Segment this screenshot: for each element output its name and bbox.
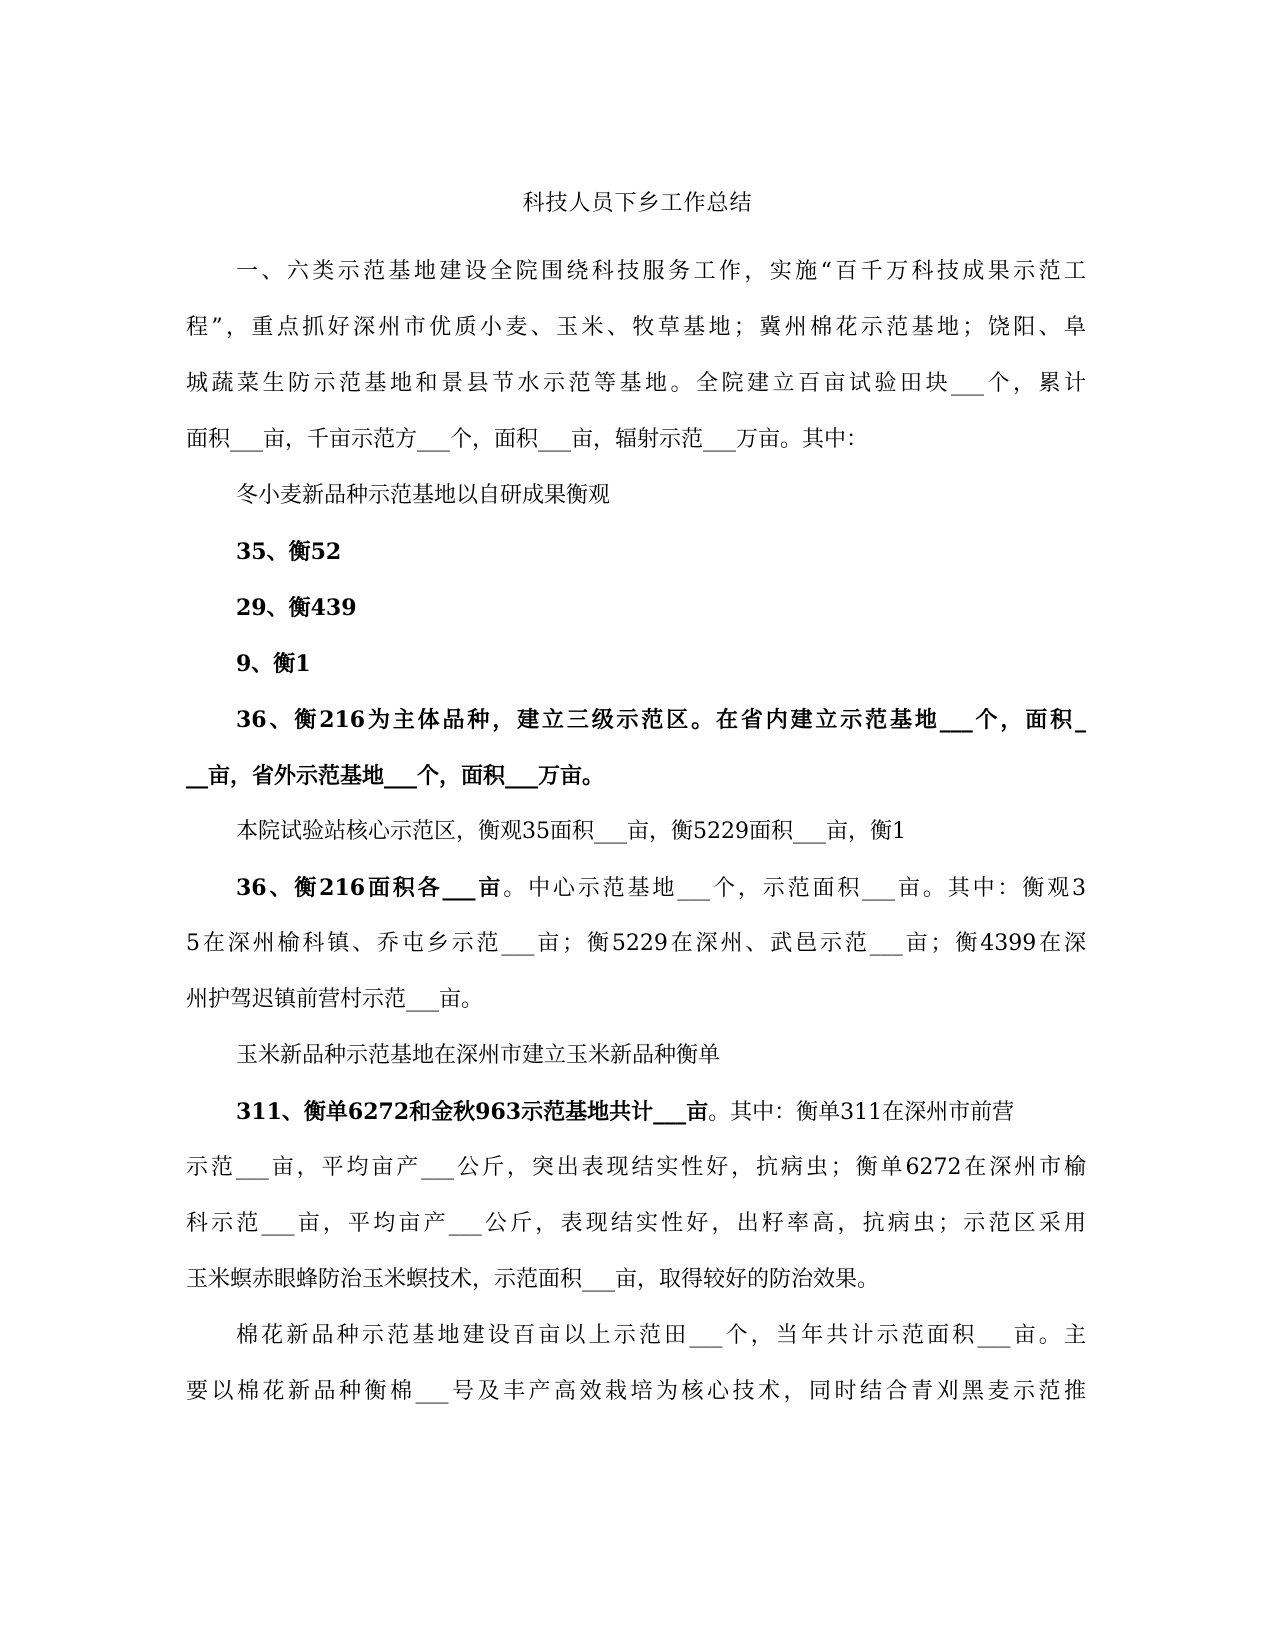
paragraph-line — [236, 872, 1086, 905]
paragraph-line: 要以棉花新品种衡棉___号及丰产高效栽培为核心技术，同时结合青刈黑麦示范推 — [186, 1379, 1086, 1404]
paragraph-line: 本院试验站核心示范区，衡观35面积___亩，衡5229面积___亩，衡1 — [236, 819, 906, 844]
paragraph-line: 城蔬菜生防示范基地和景县节水示范等基地。全院建立百亩试验田块___个，累计 — [186, 371, 1086, 396]
paragraph-line: 一、六类示范基地建设全院围绕科技服务工作，实施“百千万科技成果示范工 — [236, 259, 1086, 284]
paragraph-line — [236, 1096, 1086, 1129]
paragraph-line: 9、衡1 — [236, 651, 311, 677]
paragraph-line: 35、衡52 — [236, 539, 342, 565]
bold-segment: 311、衡单6272和金秋963示范基地共计___亩 — [236, 1099, 709, 1125]
paragraph-line: __亩，省外示范基地___个，面积___万亩。 — [186, 763, 605, 789]
paragraph-line: 州护驾迟镇前营村示范___亩。 — [186, 987, 484, 1012]
paragraph-line: 棉花新品种示范基地建设百亩以上示范田___个，当年共计示范面积___亩。主 — [236, 1323, 1086, 1348]
paragraph-line: 5在深州榆科镇、乔屯乡示范___亩；衡5229在深州、武邑示范___亩；衡4399在深 — [186, 931, 1086, 956]
paragraph-line: 36、衡216为主体品种，建立三级示范区。在省内建立示范基地___个，面积_ — [236, 707, 1086, 733]
paragraph-line: 面积___亩，千亩示范方___个，面积___亩，辐射示范___万亩。其中： — [186, 427, 869, 452]
document-title: 科技人员下乡工作总结 — [522, 191, 753, 216]
paragraph-line: 冬小麦新品种示范基地以自研成果衡观 — [236, 483, 611, 508]
paragraph-line: 示范___亩，平均亩产___公斤，突出表现结实性好，抗病虫；衡单6272在深州市榆 — [186, 1155, 1086, 1180]
paragraph-line: 29、衡439 — [236, 595, 357, 621]
bold-segment: 36、衡216面积各___亩 — [236, 875, 504, 901]
text-segment: 。其中：衡单311在深州市前营 — [708, 1100, 1015, 1125]
paragraph-line: 玉米螟赤眼蜂防治玉米螟技术，示范面积___亩，取得较好的防治效果。 — [186, 1267, 880, 1292]
text-segment: 。中心示范基地___个，示范面积___亩。其中：衡观3 — [503, 876, 1086, 901]
paragraph-line: 程”，重点抓好深州市优质小麦、玉米、牧草基地；冀州棉花示范基地；饶阳、阜 — [186, 315, 1086, 340]
paragraph-line: 玉米新品种示范基地在深州市建立玉米新品种衡单 — [236, 1043, 721, 1068]
paragraph-line: 科示范___亩，平均亩产___公斤，表现结实性好，出籽率高，抗病虫；示范区采用 — [186, 1211, 1086, 1236]
